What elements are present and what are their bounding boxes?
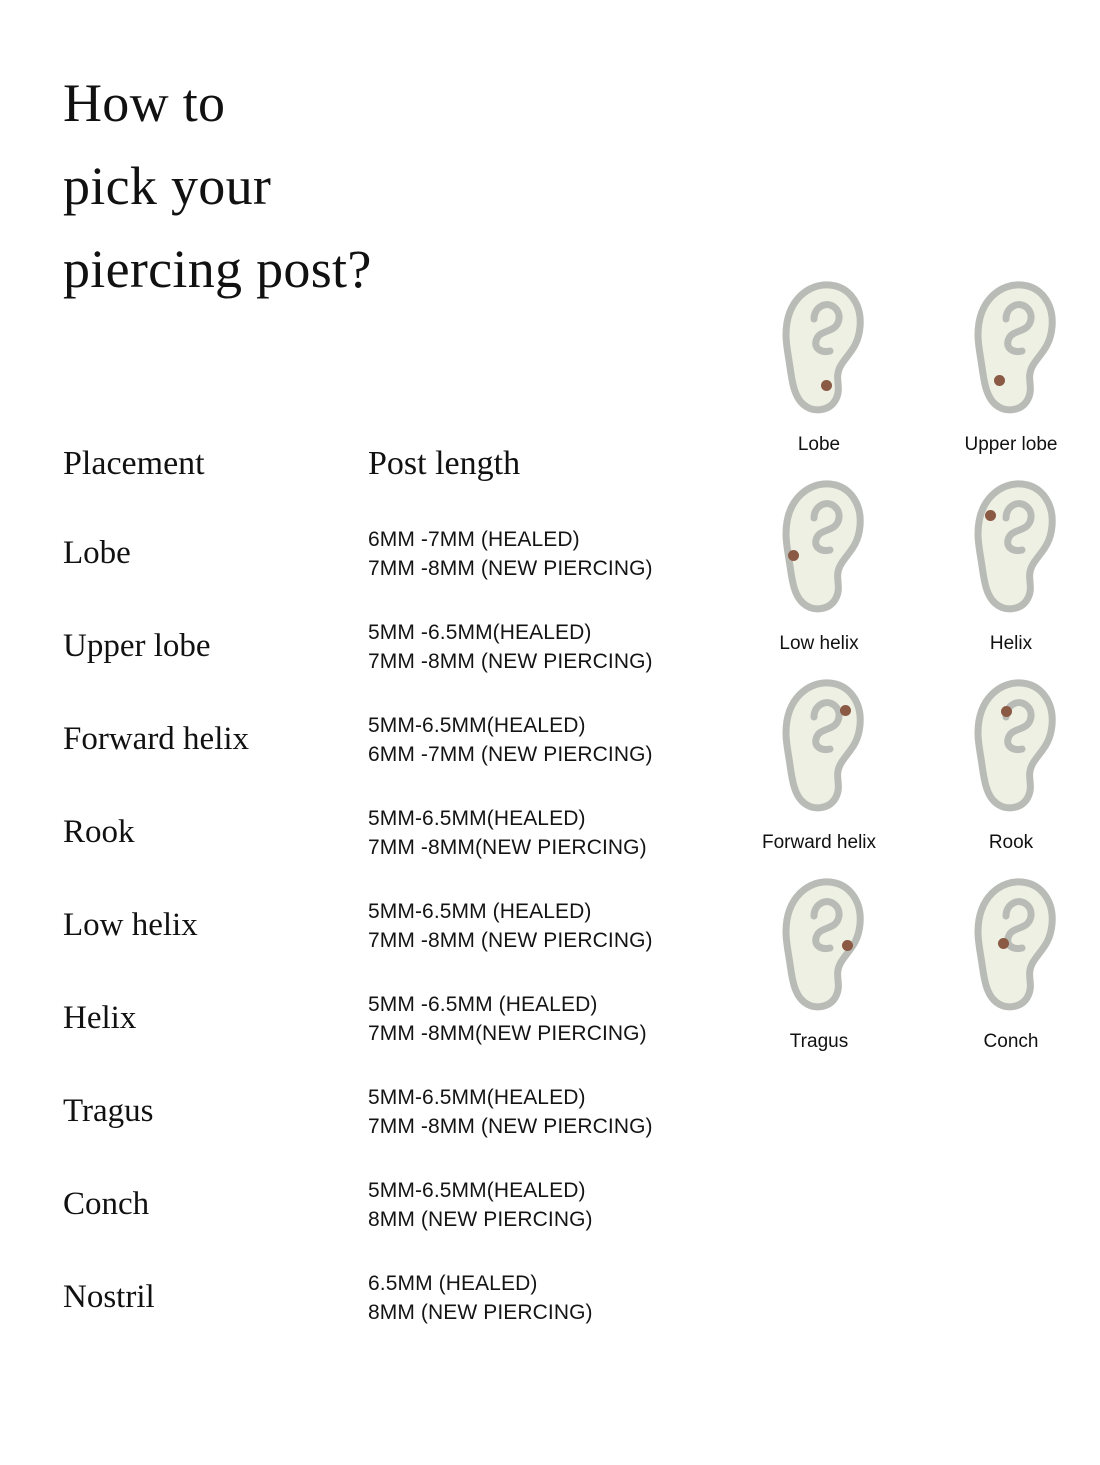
ear-illustration xyxy=(956,474,1066,639)
table-header-placement-label: Placement xyxy=(63,445,205,482)
table-cell-placement xyxy=(63,628,368,665)
ear-caption: Tragus xyxy=(789,1031,849,1052)
post-length-table xyxy=(63,445,723,1344)
placement-label: Rook xyxy=(63,814,135,850)
table-cell-post-length xyxy=(368,711,723,769)
page-title-line-3: piercing post? xyxy=(63,239,372,299)
table-row xyxy=(63,972,723,1065)
ear-diagram-tragus xyxy=(745,872,893,1053)
ear-illustration xyxy=(956,673,1066,838)
ear-illustration xyxy=(956,872,1066,1037)
ear-diagram-row xyxy=(745,275,1085,456)
ear-caption: Low helix xyxy=(779,633,859,654)
ear-caption: Upper lobe xyxy=(964,434,1058,455)
post-length-healed: 5MM-6.5MM(HEALED) xyxy=(368,806,586,830)
table-cell-post-length xyxy=(368,525,723,583)
table-row xyxy=(63,1065,723,1158)
table-header-placement xyxy=(63,445,368,483)
ear-illustration xyxy=(764,673,874,838)
post-length-new: 7MM -8MM(NEW PIERCING) xyxy=(368,1021,647,1045)
post-length-healed: 5MM-6.5MM(HEALED) xyxy=(368,1085,586,1109)
page-title-line-2: pick your xyxy=(63,156,272,216)
post-length-healed: 5MM -6.5MM(HEALED) xyxy=(368,620,592,644)
ear-caption: Forward helix xyxy=(761,832,877,853)
table-cell-post-length xyxy=(368,804,723,862)
placement-label: Upper lobe xyxy=(63,628,211,664)
table-cell-placement xyxy=(63,1186,368,1223)
post-length-new: 7MM -8MM (NEW PIERCING) xyxy=(368,649,653,673)
ear-diagram-row xyxy=(745,673,1085,854)
table-row xyxy=(63,600,723,693)
piercing-dot xyxy=(985,510,996,521)
table-cell-post-length xyxy=(368,618,723,676)
ear-illustration xyxy=(764,275,874,440)
ear-illustration xyxy=(764,474,874,639)
table-cell-post-length xyxy=(368,990,723,1048)
ear-diagram-conch xyxy=(937,872,1085,1053)
post-length-new: 7MM -8MM (NEW PIERCING) xyxy=(368,1114,653,1138)
piercing-dot xyxy=(788,550,799,561)
ear-caption: Conch xyxy=(983,1031,1039,1052)
page-title-line-1: How to xyxy=(63,73,226,133)
post-length-healed: 5MM-6.5MM (HEALED) xyxy=(368,899,592,923)
table-row xyxy=(63,1251,723,1344)
piercing-dot xyxy=(994,375,1005,386)
post-length-new: 7MM -8MM(NEW PIERCING) xyxy=(368,835,647,859)
post-length-new: 8MM (NEW PIERCING) xyxy=(368,1207,593,1231)
post-length-healed: 5MM -6.5MM (HEALED) xyxy=(368,992,598,1016)
ear-illustration xyxy=(764,872,874,1037)
table-cell-placement xyxy=(63,1279,368,1316)
table-cell-post-length xyxy=(368,1083,723,1141)
table-cell-placement xyxy=(63,1093,368,1130)
table-cell-post-length xyxy=(368,1269,723,1327)
post-length-healed: 5MM-6.5MM(HEALED) xyxy=(368,1178,586,1202)
piercing-dot xyxy=(821,380,832,391)
table-cell-post-length xyxy=(368,897,723,955)
ear-diagram-forward-helix xyxy=(745,673,893,854)
post-length-new: 6MM -7MM (NEW PIERCING) xyxy=(368,742,653,766)
table-cell-placement xyxy=(63,535,368,572)
placement-label: Tragus xyxy=(63,1093,154,1129)
placement-label: Nostril xyxy=(63,1279,155,1315)
ear-diagram-helix xyxy=(937,474,1085,655)
ear-diagram-low-helix xyxy=(745,474,893,655)
ear-diagram-row xyxy=(745,474,1085,655)
ear-diagram-grid xyxy=(745,275,1085,1071)
post-length-healed: 6MM -7MM (HEALED) xyxy=(368,527,580,551)
piercing-dot xyxy=(842,940,853,951)
ear-illustration xyxy=(956,275,1066,440)
table-cell-placement xyxy=(63,907,368,944)
ear-caption: Helix xyxy=(989,633,1033,654)
ear-caption: Rook xyxy=(988,832,1034,853)
ear-diagram-rook xyxy=(937,673,1085,854)
table-row xyxy=(63,693,723,786)
ear-diagram-lobe xyxy=(745,275,893,456)
table-header-row xyxy=(63,445,723,507)
post-length-new: 8MM (NEW PIERCING) xyxy=(368,1300,593,1324)
table-row xyxy=(63,1158,723,1251)
table-row xyxy=(63,507,723,600)
placement-label: Low helix xyxy=(63,907,198,943)
post-length-new: 7MM -8MM (NEW PIERCING) xyxy=(368,928,653,952)
table-cell-post-length xyxy=(368,1176,723,1234)
page-title xyxy=(63,62,372,311)
piercing-dot xyxy=(1001,706,1012,717)
table-row xyxy=(63,786,723,879)
piercing-dot xyxy=(840,705,851,716)
post-length-healed: 6.5MM (HEALED) xyxy=(368,1271,538,1295)
placement-label: Forward helix xyxy=(63,721,250,757)
table-row xyxy=(63,879,723,972)
ear-diagram-row xyxy=(745,872,1085,1053)
piercing-dot xyxy=(998,938,1009,949)
post-length-healed: 5MM-6.5MM(HEALED) xyxy=(368,713,586,737)
table-header-post-length xyxy=(368,445,723,483)
ear-caption: Lobe xyxy=(797,434,841,455)
post-length-new: 7MM -8MM (NEW PIERCING) xyxy=(368,556,653,580)
placement-label: Conch xyxy=(63,1186,150,1222)
placement-label: Lobe xyxy=(63,535,131,571)
table-cell-placement xyxy=(63,1000,368,1037)
ear-diagram-upper-lobe xyxy=(937,275,1085,456)
table-header-post-length-label: Post length xyxy=(368,445,521,482)
placement-label: Helix xyxy=(63,1000,137,1036)
table-cell-placement xyxy=(63,814,368,851)
table-cell-placement xyxy=(63,721,368,758)
